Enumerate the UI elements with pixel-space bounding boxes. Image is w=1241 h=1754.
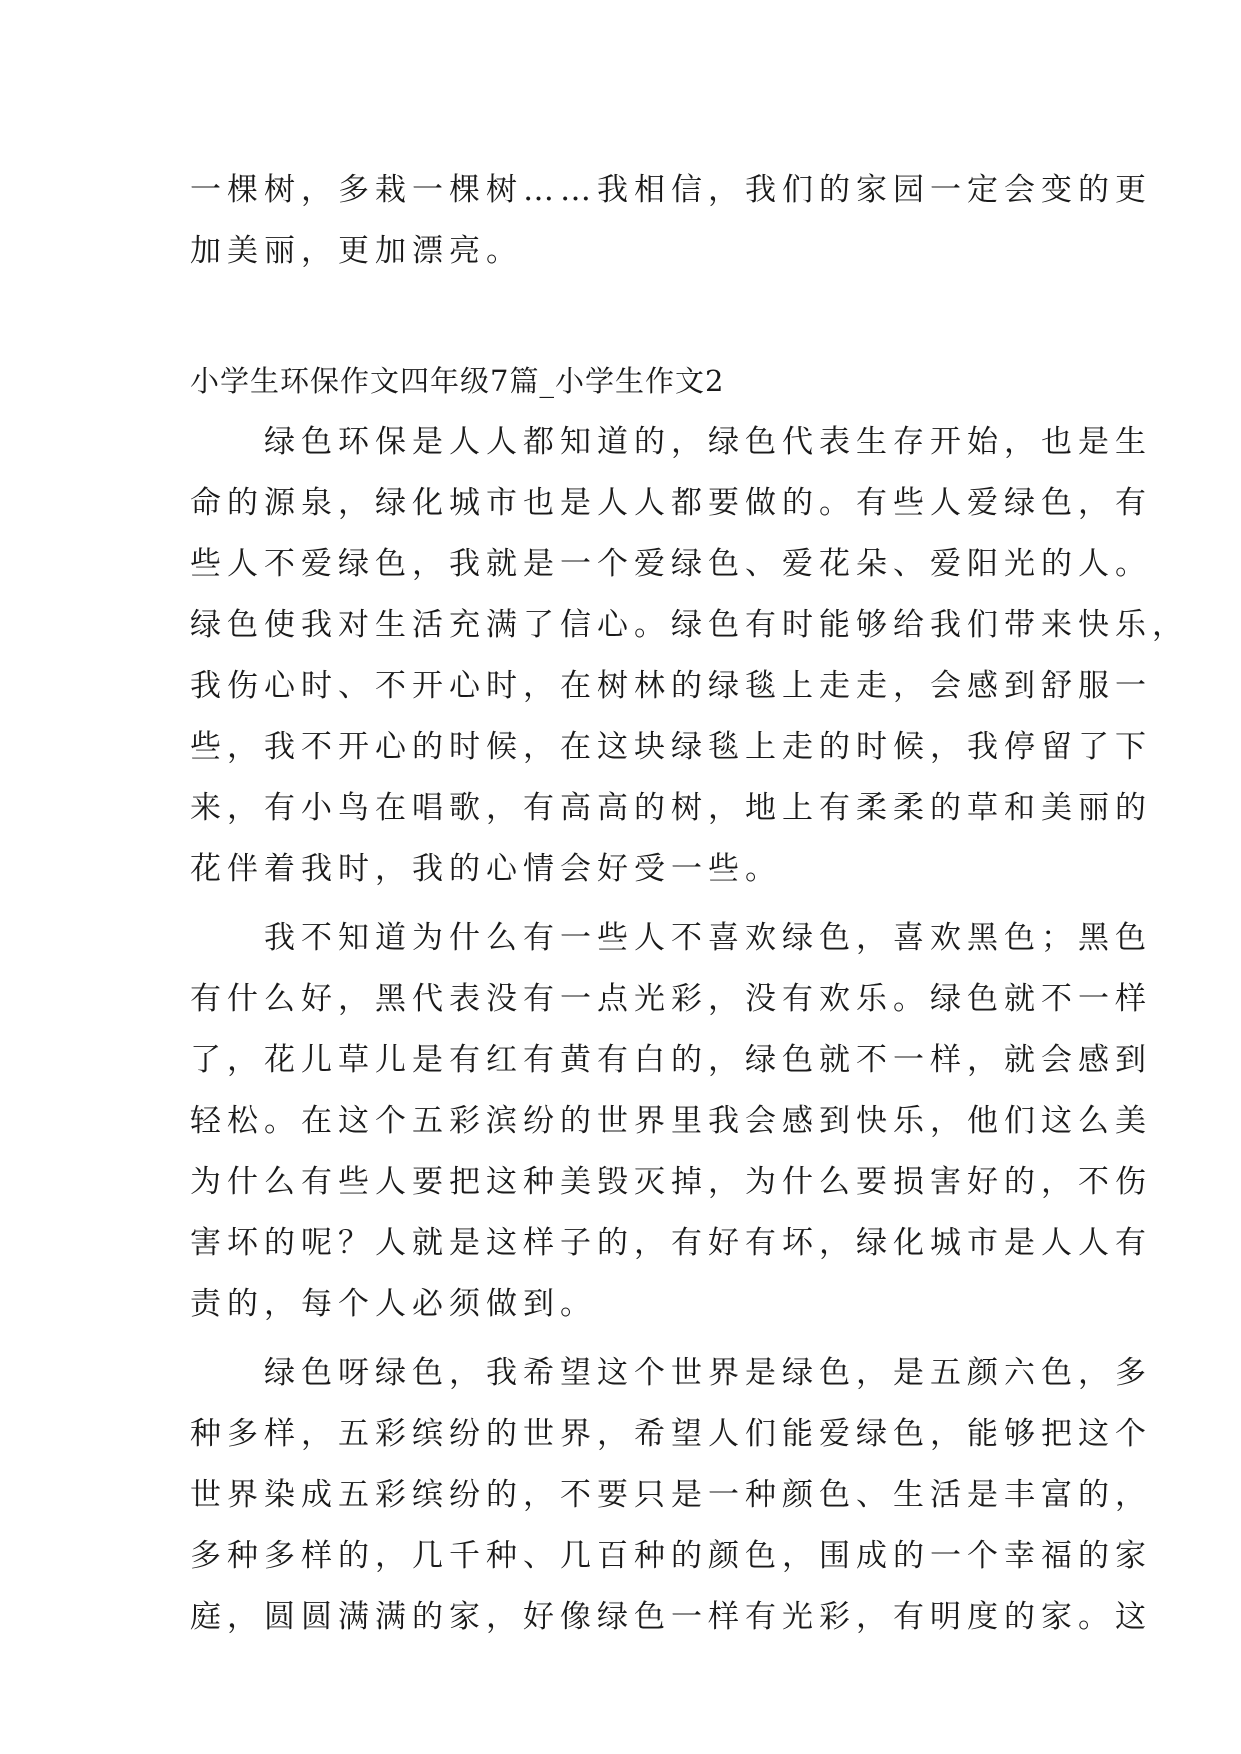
paragraph-line: 绿色环保是人人都知道的，绿色代表生存开始，也是生	[190, 424, 1152, 460]
document-body	[190, 160, 1189, 1648]
paragraph-line: 为什么有些人要把这种美毁灭掉，为什么要损害好的，不伤	[190, 1164, 1152, 1200]
paragraph-line: 我不知道为什么有一些人不喜欢绿色，喜欢黑色；黑色	[190, 920, 1152, 956]
paragraph-line: 种多样，五彩缤纷的世界，希望人们能爱绿色，能够把这个	[190, 1416, 1152, 1452]
paragraph-line: 些，我不开心的时候，在这块绿毯上走的时候，我停留了下	[190, 729, 1152, 765]
intro-line: 加美丽，更加漂亮。	[190, 233, 523, 269]
paragraph-line: 我伤心时、不开心时，在树林的绿毯上走走，会感到舒服一	[190, 668, 1152, 704]
paragraph-line: 世界染成五彩缤纷的，不要只是一种颜色、生活是丰富的，	[190, 1477, 1152, 1513]
paragraph-line: 多种多样的，几千种、几百种的颜色，围成的一个幸福的家	[190, 1538, 1152, 1574]
paragraph-line: 轻松。在这个五彩滨纷的世界里我会感到快乐，他们这么美	[190, 1103, 1152, 1139]
paragraph-spacer	[190, 1335, 1060, 1343]
intro-line: 一棵树，多栽一棵树……我相信，我们的家园一定会变的更	[190, 172, 1152, 208]
paragraph	[190, 908, 1152, 1335]
paragraph-line: 绿色呀绿色，我希望这个世界是绿色，是五颜六色，多	[190, 1355, 1152, 1391]
paragraph-spacer	[190, 900, 1060, 908]
paragraph-line: 庭，圆圆满满的家，好像绿色一样有光彩，有明度的家。这	[190, 1599, 1152, 1635]
paragraph-line: 了，花儿草儿是有红有黄有白的，绿色就不一样，就会感到	[190, 1042, 1152, 1078]
paragraph-line: 绿色使我对生活充满了信心。绿色有时能够给我们带来快乐，	[190, 607, 1189, 643]
paragraph-line: 命的源泉，绿化城市也是人人都要做的。有些人爱绿色，有	[190, 485, 1152, 521]
section-title: 小学生环保作文四年级7篇_小学生作文2	[190, 364, 725, 398]
paragraph-line: 有什么好，黑代表没有一点光彩，没有欢乐。绿色就不一样	[190, 981, 1152, 1017]
section-spacer	[190, 282, 1060, 351]
paragraph-line: 责的，每个人必须做到。	[190, 1286, 597, 1322]
paragraph	[190, 1343, 1152, 1648]
paragraph-line: 来，有小鸟在唱歌，有高高的树，地上有柔柔的草和美丽的	[190, 790, 1152, 826]
paragraph	[190, 412, 1189, 900]
paragraph-line: 些人不爱绿色，我就是一个爱绿色、爱花朵、爱阳光的人。	[190, 546, 1152, 582]
paragraph-line: 害坏的呢？人就是这样子的，有好有坏，绿化城市是人人有	[190, 1225, 1152, 1261]
paragraph-line: 花伴着我时，我的心情会好受一些。	[190, 851, 782, 887]
